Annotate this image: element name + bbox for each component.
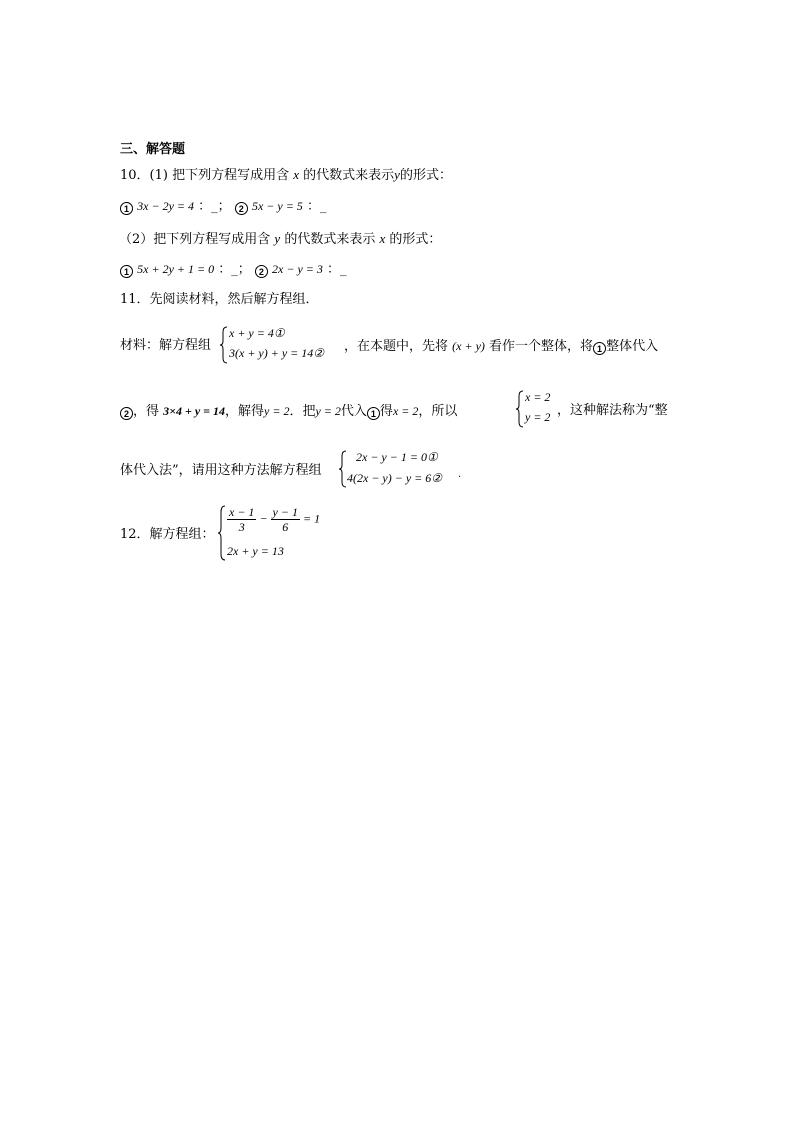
section-heading: 三、解答题 [120, 142, 186, 157]
circled-number-1: 1 [367, 407, 380, 420]
q10-part2-intro [119, 231, 441, 248]
var-y: y [274, 231, 281, 246]
fraction-1-denominator: 3 [238, 520, 245, 534]
substituted-equation: 3×4 + y = 14 [163, 404, 225, 418]
system-2-line-1: 2x − y − 1 = 0① [356, 450, 438, 464]
answer-blank: ：_ [218, 262, 238, 277]
q10-part2-equations [120, 261, 347, 278]
brace-icon [220, 326, 228, 364]
minus-sign: − [259, 511, 268, 526]
var-x: x [379, 231, 386, 246]
system-2-line-2: 4(2x − y) − y = 6② [347, 471, 443, 485]
q10-text: 的形式： [399, 168, 452, 183]
circled-number-1: 1 [120, 202, 133, 215]
circled-number-2: 2 [255, 265, 268, 278]
q11-text: ，得 [133, 404, 160, 419]
q11-line-2-end: ，这种解法称为“整 [557, 403, 668, 418]
brace-icon [218, 505, 226, 561]
equation-4: 2x − y = 3 [272, 262, 323, 276]
fraction-1-numerator: x − 1 [229, 505, 255, 519]
equation-3: 5x + 2y + 1 = 0 [137, 262, 215, 276]
brace-icon [339, 450, 347, 488]
circled-number-1: 1 [120, 265, 133, 278]
fraction-2-denominator: 6 [282, 520, 289, 534]
q10-text: （2）把下列方程写成用含 [119, 232, 271, 247]
circled-number-2: 2 [120, 407, 133, 420]
answer-blank: ：_ [327, 262, 347, 277]
answer-blank: ：_ [306, 199, 327, 214]
var-x: x [293, 167, 300, 182]
circled-number-1: 1 [593, 342, 606, 355]
solution-x: x = 2 [392, 404, 419, 418]
q11-text: 代入 [340, 404, 367, 419]
q11-material-label: 材料：解方程组 [120, 338, 212, 353]
q11-line-3-end: . [458, 469, 462, 480]
q11-text: ，解得 [225, 404, 265, 419]
expression-x-plus-y: (x + y) [452, 339, 485, 353]
q10-text: 的形式： [389, 232, 442, 247]
fraction-1 [227, 505, 256, 534]
fraction-2-numerator: y − 1 [272, 505, 298, 519]
q11-line-2 [120, 403, 457, 420]
q12-label: 12．解方程组： [120, 527, 215, 542]
q10-text: 的代数式来表示 [284, 232, 376, 247]
q11-material-text [344, 338, 658, 355]
solution-y: y = 2 [264, 404, 290, 418]
answer-blank: ：_ [198, 199, 218, 214]
equation-1: 3x − 2y = 4 [137, 199, 194, 213]
equation-2: 5x − y = 5 [251, 199, 303, 213]
separator: ； [217, 199, 231, 214]
q10-part1-equations [120, 198, 326, 215]
q11-text: ．把 [289, 404, 316, 419]
q11-text: 看作一个整体，将 [489, 339, 594, 354]
solution-y: y = 2 [315, 404, 341, 418]
q11-intro: 11．先阅读材料，然后解方程组． [120, 292, 319, 307]
q12-line-1 [227, 505, 320, 534]
circled-number-2: 2 [235, 202, 248, 215]
q10-text: 的代数式来表示 [303, 168, 395, 183]
q10-text: 10．(1) 把下列方程写成用含 [120, 168, 290, 183]
q11-text: 得 [379, 404, 393, 419]
solution-line-2: y = 2 [525, 410, 551, 424]
q11-line-3: 体代入法”，请用这种方法解方程组 [120, 463, 322, 478]
q12-line-2: 2x + y = 13 [227, 544, 284, 558]
var-y: y [394, 167, 400, 182]
q10-part1-intro [120, 167, 452, 184]
equation-rhs: = 1 [302, 511, 321, 526]
separator: ； [237, 262, 251, 277]
solution-line-1: x = 2 [525, 390, 551, 404]
q11-text: ，在本题中，先将 [344, 339, 449, 354]
fraction-2 [271, 505, 300, 534]
system-1-line-2: 3(x + y) + y = 14② [229, 346, 325, 360]
system-1-line-1: x + y = 4① [229, 326, 285, 340]
brace-icon [516, 390, 524, 428]
q11-text: 整体代入 [606, 339, 659, 354]
q11-text: ，所以 [418, 404, 458, 419]
